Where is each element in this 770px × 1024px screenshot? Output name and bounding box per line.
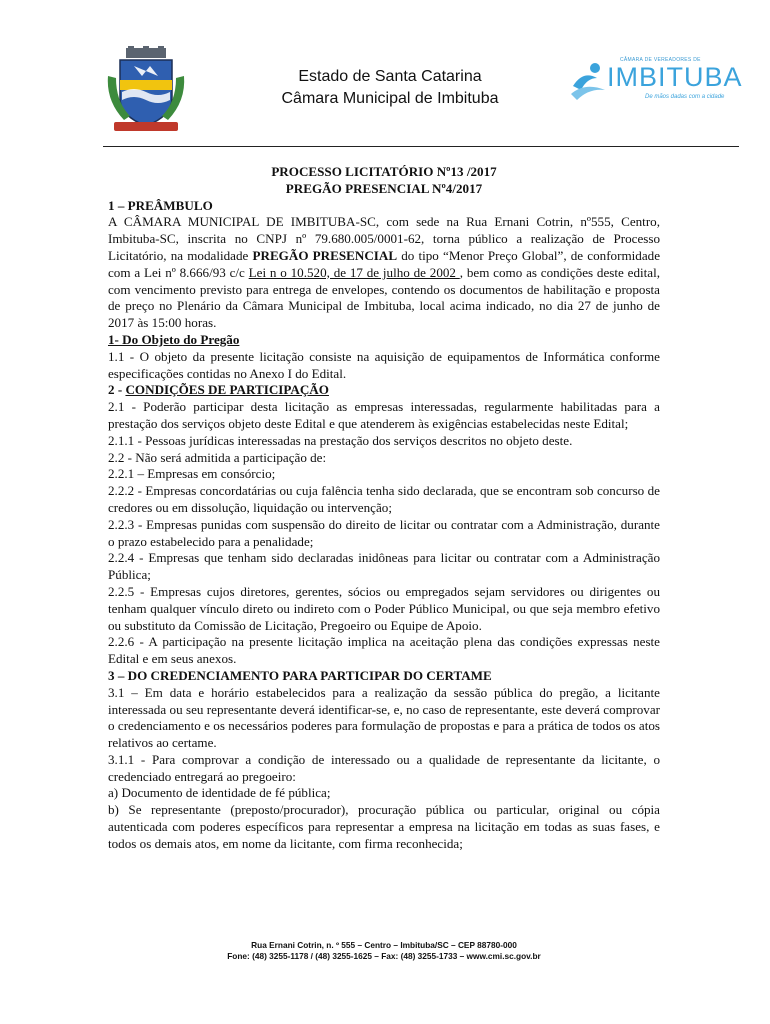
section2-item: 2.2.6 - A participação na presente licitação implica na aceitação plena das condições expressas neste Edital e em seus anexos. bbox=[108, 634, 660, 667]
logo-tagline: De mãos dadas com a cidade bbox=[645, 94, 725, 100]
header-state: Estado de Santa Catarina bbox=[298, 68, 482, 85]
section1-item: 1.1 - O objeto da presente licitação consiste na aquisição de equipamentos de Informática conforme especificações contidas no Anexo I do Edital. bbox=[108, 348, 660, 381]
section3-item: 3.1.1 - Para comprovar a condição de interessado ou a qualidade de representante da licitante, o credenciado entregará ao pregoeiro: bbox=[108, 751, 660, 784]
header-chamber: Câmara Municipal de Imbituba bbox=[281, 90, 499, 107]
header-divider bbox=[103, 146, 739, 147]
section1-heading: 1- Do Objeto do Pregão bbox=[108, 331, 240, 347]
section2-item: 2.2.1 – Empresas em consórcio; bbox=[108, 466, 276, 482]
section3-item: b) Se representante (preposto/procurador), procuração pública ou particular, original ou cópia autenticada com poderes específicos para representar a empresa na licitação em todas as suas fases, e todos os demais atos, em nome da licitante, com firma reconhecida; bbox=[108, 802, 660, 851]
section2-item: 2.2.2 - Empresas concordatárias ou cuja falência tenha sido declarada, que se encontram sob concurso de credores ou em dissolução, liquidação ou intervenção; bbox=[108, 483, 660, 515]
chamber-logo bbox=[565, 56, 743, 108]
section2-item: 2.1 - Poderão participar desta licitação as empresas interessadas, regularmente habilitadas para a prestação dos serviços objeto deste Edital e que atenderem às exigências estabelecidas neste Edital; bbox=[108, 399, 660, 431]
section3-heading: 3 – DO CREDENCIAMENTO PARA PARTICIPAR DO CERTAME bbox=[108, 667, 492, 683]
pregao-title: PREGÃO PRESENCIAL Nº4/2017 bbox=[285, 180, 483, 196]
section2-heading bbox=[108, 382, 660, 399]
municipal-crest-icon bbox=[104, 46, 188, 134]
section2-heading-text: CONDIÇÕES DE PARTICIPAÇÃO bbox=[125, 382, 329, 398]
section2-item: 2.2.4 - Empresas que tenham sido declaradas inidôneas para licitar ou contratar com a Administração Pública; bbox=[108, 550, 660, 583]
section2-item: 2.2.5 - Empresas cujos diretores, gerentes, sócios ou empregados sejam servidores ou dirigentes ou tenham qualquer vínculo direto ou indireto com o Poder Público Municipal, ou que seja membro efetivo ou substituto da Comissão de Licitação, Pregoeiro ou Equipe de Apoio. bbox=[108, 583, 660, 633]
page-footer bbox=[108, 940, 660, 962]
section3-item: 3.1 – Em data e horário estabelecidos para a realização da sessão pública do pregão, a licitante interessada ou seu representante deverá identificar-se, e, no caso de representante, este deverá comprovar o credenciamento e os necessários poderes para formulação de propostas e para a prática de todos os atos relativos ao certame. bbox=[108, 684, 660, 751]
logo-wordmark: IMBITUBA bbox=[607, 62, 743, 92]
footer-contact: Fone: (48) 3255-1178 / (48) 3255-1625 – Fax: (48) 3255-1733 – www.cmi.sc.gov.br bbox=[227, 951, 541, 961]
process-title: PROCESSO LICITATÓRIO Nº13 /2017 bbox=[271, 164, 497, 179]
logo-caption: CÂMARA DE VEREADORES DE bbox=[620, 57, 701, 63]
preamble-text-2: do tipo “Menor Preço Global”, de conformidade com a Lei nº 8.666/93 c/c bbox=[108, 247, 660, 280]
preamble-heading: 1 – PREÂMBULO bbox=[108, 197, 213, 213]
section3-item: a) Documento de identidade de fé pública; bbox=[108, 785, 331, 801]
header-title bbox=[245, 66, 535, 110]
section2-item: 2.2 - Não será admitida a participação de: bbox=[108, 449, 327, 465]
footer-address: Rua Ernani Cotrin, n. º 555 – Centro – Imbituba/SC – CEP 88780-000 bbox=[251, 940, 517, 950]
preamble-text-1: A CÂMARA MUNICIPAL DE IMBITUBA-SC, com sede na Rua Ernani Cotrin, nº555, Centro, Imbituba-SC, inscrita no CNPJ nº 79.680.005/0001-62, torna público a realização de Processo Licitatório, na modalidade bbox=[108, 214, 660, 263]
document-body bbox=[108, 164, 660, 853]
section2-heading-prefix: 2 - bbox=[108, 382, 126, 398]
preamble-text-3: , bem como as condições deste edital, com vencimento previsto para entrega de envelopes, contendo os documentos de habilitação e proposta de preço no Plenário da Câmara Municipal de Imbituba, local acima indicado, no dia 27 de junho de 2017 às 15:00 horas. bbox=[108, 264, 660, 331]
preamble-modalidade: PREGÃO PRESENCIAL bbox=[252, 247, 398, 263]
section2-item: 2.1.1 - Pessoas jurídicas interessadas na prestação dos serviços descritos no objeto deste. bbox=[108, 432, 573, 448]
section2-item: 2.2.3 - Empresas punidas com suspensão do direito de licitar ou contratar com a Administração, durante o prazo estabelecido para a penalidade; bbox=[108, 516, 660, 549]
logo-figure-icon bbox=[565, 60, 609, 104]
preamble-paragraph bbox=[108, 214, 660, 332]
lei-link[interactable]: Lei n o 10.520, de 17 de julho de 2002 bbox=[248, 264, 460, 280]
